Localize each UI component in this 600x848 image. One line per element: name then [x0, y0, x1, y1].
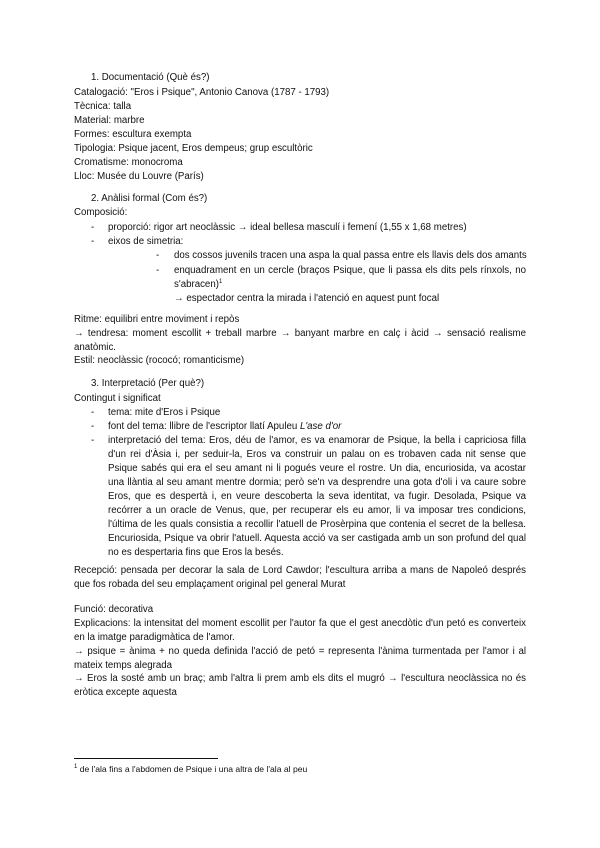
bullet-dash: -	[91, 222, 95, 233]
cercle-text: enquadrament en un cercle (braços Psique, que li passa els dits pels rínxols, no s'abracen)	[174, 265, 526, 290]
section-2-heading: 2. Anàlisi formal (Com és?)	[91, 193, 208, 204]
espectador-item: → espectador centra la mirada i l'atenció en aquest punt focal	[174, 293, 440, 304]
eixos-item: eixos de simetria:	[108, 236, 184, 247]
tipologia-line	[74, 142, 313, 156]
aspa-item: dos cossos juvenils tracen una aspa la qual passa entre els llavis dels dos amants	[174, 250, 527, 261]
cercle-item	[174, 264, 526, 292]
tipologia-value: Psique jacent, Eros dempeus; grup escultòric	[115, 143, 313, 154]
tecnica-line	[74, 100, 131, 114]
eros-paragraph: → Eros la sosté amb un braç; amb l'altra li prem amb els dits el mugró → l'escultura neoclàssica no és eròtica excepte aquesta	[74, 673, 526, 698]
tecnica-value: talla	[110, 101, 132, 112]
material-label: Material:	[74, 115, 112, 126]
estil-line: Estil: neoclàssic (rococó; romanticisme)	[74, 355, 245, 366]
cromatisme-value: monocroma	[128, 157, 183, 168]
lloc-value: Musée du Louvre (París)	[94, 171, 204, 182]
bullet-dash: -	[156, 250, 160, 261]
bullet-dash: -	[156, 265, 160, 276]
catalogacio-label: Catalogació:	[74, 87, 128, 98]
footnote-mark: 1	[74, 764, 78, 771]
contingut-label: Contingut i significat	[74, 393, 161, 404]
formes-value: escultura exempta	[109, 129, 192, 140]
formes-line	[74, 128, 191, 142]
tema-item: tema: mite d'Eros i Psique	[108, 407, 221, 418]
bullet-dash: -	[91, 421, 95, 432]
font-item	[108, 420, 341, 434]
footnote-separator	[74, 758, 218, 759]
bullet-dash: -	[91, 435, 95, 446]
tendresa-line: → tendresa: moment escollit + treball marbre → banyant marbre en calç i àcid → sensació realisme anatòmic.	[74, 328, 526, 353]
bullet-dash: -	[91, 407, 95, 418]
formes-label: Formes:	[74, 129, 110, 140]
ritme-line: Ritme: equilibri entre moviment i repòs	[74, 314, 240, 325]
catalogacio-line	[74, 86, 329, 100]
recepcio-paragraph: Recepció: pensada per decorar la sala de Lord Cawdor; l'escultura arriba a mans de Napoleó després que fos robada del seu emplaçament original pel general Murat	[74, 565, 526, 590]
bullet-dash: -	[91, 236, 95, 247]
lloc-line	[74, 170, 204, 184]
section-1-heading: 1. Documentació (Què és?)	[91, 72, 210, 83]
cromatisme-label: Cromatisme:	[74, 157, 129, 168]
material-line	[74, 114, 145, 128]
font-text: font del tema: llibre de l'escriptor llatí Apuleu	[108, 421, 300, 432]
footnote	[74, 764, 307, 774]
tecnica-label: Tècnica:	[74, 101, 111, 112]
funcio-line: Funció: decorativa	[74, 604, 154, 615]
tipologia-label: Tipologia:	[74, 143, 116, 154]
proporcio-item: proporció: rigor art neoclàssic → ideal bellesa masculí i femení (1,55 x 1,68 metres)	[108, 222, 467, 233]
footnote-ref: 1	[218, 278, 223, 285]
psique-paragraph: → psique = ànima + no queda definida l'acció de petó = representa l'ànima turmentada per l'amor i al mateix temps alegrada	[74, 646, 526, 671]
cromatisme-line	[74, 156, 183, 170]
interpretacio-item: interpretació del tema: Eros, déu de l'amor, es va enamorar de Psique, la bella i capriciosa filla d'un rei d'Àsia i, per seduir-la, Eros va construir un palau on es trobaven cada nit sense que Psique sabés qui era el seu amant ni li pogués veure el rostre. Un dia, encuriosida, va acostar una llàntia al seu amant mentre dormia; però se'n va desprendre una gota d'oli i va caure sobre Eros, que es despertà i, en veure descoberta la seva identitat, va fugir. Desolada, Psique va recórrer a un oracle de Venus, que, per recuperar els eu amor, li va imposar tres condicions, l'última de les quals consistia a recollir l'atuell de Prosèrpina que contenia el secret de la bellesa. Encuriosida, Psique va obrir l'atuell. Aquesta acció va ser castigada amb un son profund del qual no es despertaria fins que Eros la besés.	[108, 435, 526, 558]
material-value: marbre	[111, 115, 145, 126]
section-3-heading: 3. Interpretació (Per què?)	[91, 378, 205, 389]
explicacions-paragraph: Explicacions: la intensitat del moment escollit per l'autor fa que el gest anecdòtic d'un petó es converteix en la imatge paradigmàtica de l'amor.	[74, 618, 526, 643]
lloc-label: Lloc:	[74, 171, 95, 182]
catalogacio-value: "Eros i Psique", Antonio Canova (1787 - 1793)	[127, 87, 330, 98]
footnote-text: de l'ala fins a l'abdomen de Psique i una altra de l'ala al peu	[77, 764, 308, 774]
composicio-label: Composició:	[74, 207, 128, 218]
book-title: L'ase d'or	[299, 421, 342, 432]
